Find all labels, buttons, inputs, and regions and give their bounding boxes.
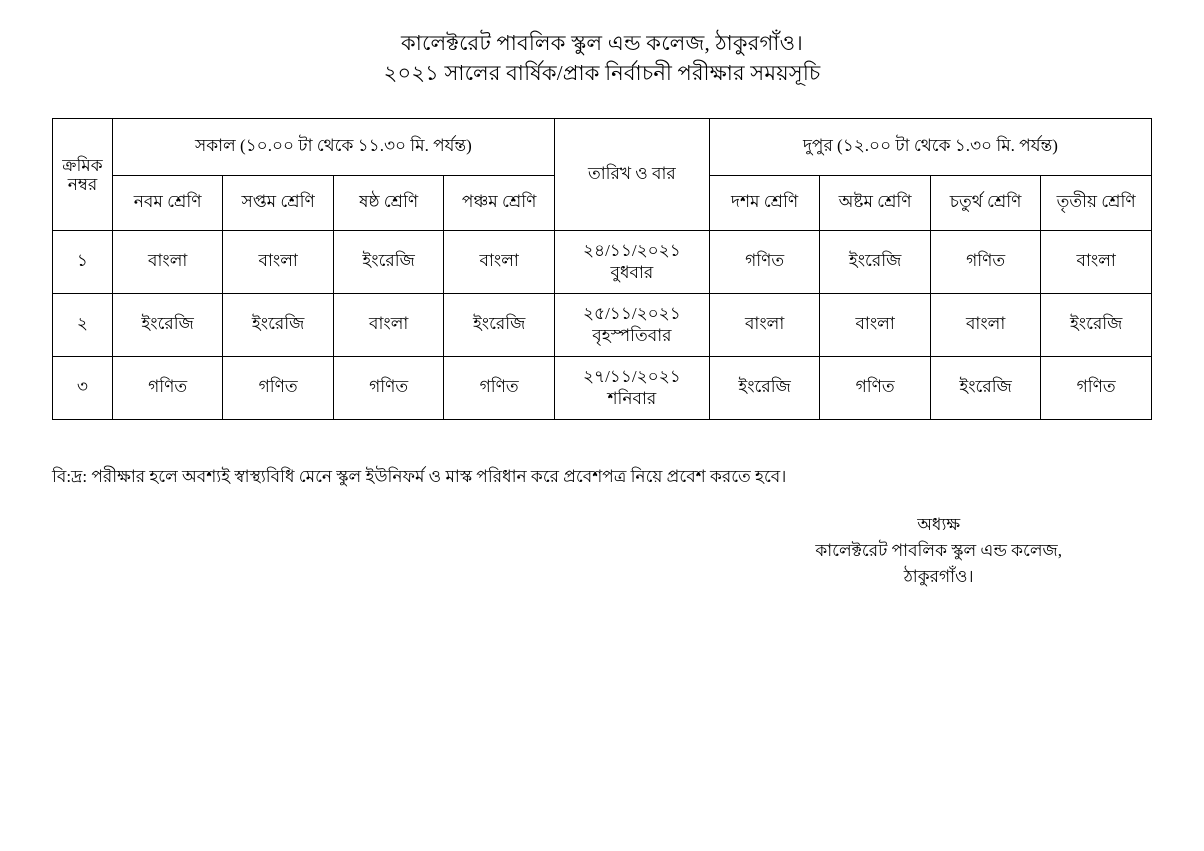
document-header — [0, 0, 1204, 88]
row-afternoon-subject-3: বাংলা — [930, 294, 1041, 357]
afternoon-class-header-1: দশম শ্রেণি — [709, 176, 820, 231]
row-afternoon-subject-3: গণিত — [930, 231, 1041, 294]
signature-block — [815, 512, 1062, 590]
row-serial: ২ — [53, 294, 113, 357]
morning-class-header-4: পঞ্চম শ্রেণি — [444, 176, 555, 231]
row-afternoon-subject-1: গণিত — [709, 231, 820, 294]
row-date-cell — [554, 294, 709, 357]
table-row — [53, 294, 1152, 357]
row-afternoon-subject-2: ইংরেজি — [820, 231, 931, 294]
row-afternoon-subject-2: বাংলা — [820, 294, 931, 357]
morning-class-header-1: নবম শ্রেণি — [112, 176, 223, 231]
row-day: বৃহস্পতিবার — [592, 326, 672, 345]
row-date: ২৫/১১/২০২১ — [582, 304, 681, 323]
serial-header-line-1: ক্রমিক — [62, 155, 103, 175]
row-date: ২৭/১১/২০২১ — [582, 367, 681, 386]
row-morning-subject-2: বাংলা — [223, 231, 334, 294]
instruction-note: বি:দ্র: পরীক্ষার হলে অবশ্যই স্বাস্থ্যবিধি মেনে স্কুল ইউনিফর্ম ও মাস্ক পরিধান করে প্রবেশপত্র নিয়ে প্রবেশ করতে হবে। — [52, 467, 787, 486]
schedule-table-container — [52, 118, 1152, 420]
row-morning-subject-3: বাংলা — [333, 294, 444, 357]
institution-name: কালেক্টরেট পাবলিক স্কুল এন্ড কলেজ, ঠাকুরগাঁও। — [401, 31, 803, 55]
signature-institution-line-2: ঠাকুরগাঁও। — [903, 567, 974, 586]
morning-class-header-2: সপ্তম শ্রেণি — [223, 176, 334, 231]
row-afternoon-subject-4: বাংলা — [1041, 231, 1152, 294]
row-morning-subject-3: গণিত — [333, 357, 444, 420]
date-day-header: তারিখ ও বার — [554, 119, 709, 231]
table-row — [53, 357, 1152, 420]
row-date-cell — [554, 357, 709, 420]
signature-title: অধ্যক্ষ — [917, 515, 961, 534]
afternoon-session-header: দুপুর (১২.০০ টা থেকে ১.৩০ মি. পর্যন্ত) — [709, 119, 1151, 176]
morning-session-header: সকাল (১০.০০ টা থেকে ১১.৩০ মি. পর্যন্ত) — [112, 119, 554, 176]
row-date-cell — [554, 231, 709, 294]
row-morning-subject-2: গণিত — [223, 357, 334, 420]
row-date: ২৪/১১/২০২১ — [582, 241, 681, 260]
row-serial: ১ — [53, 231, 113, 294]
row-morning-subject-1: ইংরেজি — [112, 294, 223, 357]
afternoon-class-header-3: চতুর্থ শ্রেণি — [930, 176, 1041, 231]
serial-header-line-2: নম্বর — [67, 174, 98, 194]
afternoon-class-header-2: অষ্টম শ্রেণি — [820, 176, 931, 231]
row-afternoon-subject-2: গণিত — [820, 357, 931, 420]
afternoon-class-header-4: তৃতীয় শ্রেণি — [1041, 176, 1152, 231]
row-morning-subject-3: ইংরেজি — [333, 231, 444, 294]
serial-number-header — [53, 119, 113, 231]
row-serial: ৩ — [53, 357, 113, 420]
table-row — [53, 231, 1152, 294]
row-afternoon-subject-1: বাংলা — [709, 294, 820, 357]
table-group-header-row — [53, 119, 1152, 176]
row-morning-subject-4: গণিত — [444, 357, 555, 420]
exam-schedule-table — [52, 118, 1152, 420]
row-morning-subject-1: বাংলা — [112, 231, 223, 294]
row-morning-subject-1: গণিত — [112, 357, 223, 420]
signature-institution-line-1: কালেক্টরেট পাবলিক স্কুল এন্ড কলেজ, — [815, 541, 1062, 560]
morning-class-header-3: ষষ্ঠ শ্রেণি — [333, 176, 444, 231]
row-afternoon-subject-4: গণিত — [1041, 357, 1152, 420]
row-morning-subject-4: বাংলা — [444, 231, 555, 294]
row-day: শনিবার — [607, 389, 657, 408]
document-title: ২০২১ সালের বার্ষিক/প্রাক নির্বাচনী পরীক্ষার সময়সূচি — [383, 61, 821, 85]
row-day: বুধবার — [610, 263, 654, 282]
row-afternoon-subject-1: ইংরেজি — [709, 357, 820, 420]
row-morning-subject-4: ইংরেজি — [444, 294, 555, 357]
row-morning-subject-2: ইংরেজি — [223, 294, 334, 357]
row-afternoon-subject-3: ইংরেজি — [930, 357, 1041, 420]
row-afternoon-subject-4: ইংরেজি — [1041, 294, 1152, 357]
